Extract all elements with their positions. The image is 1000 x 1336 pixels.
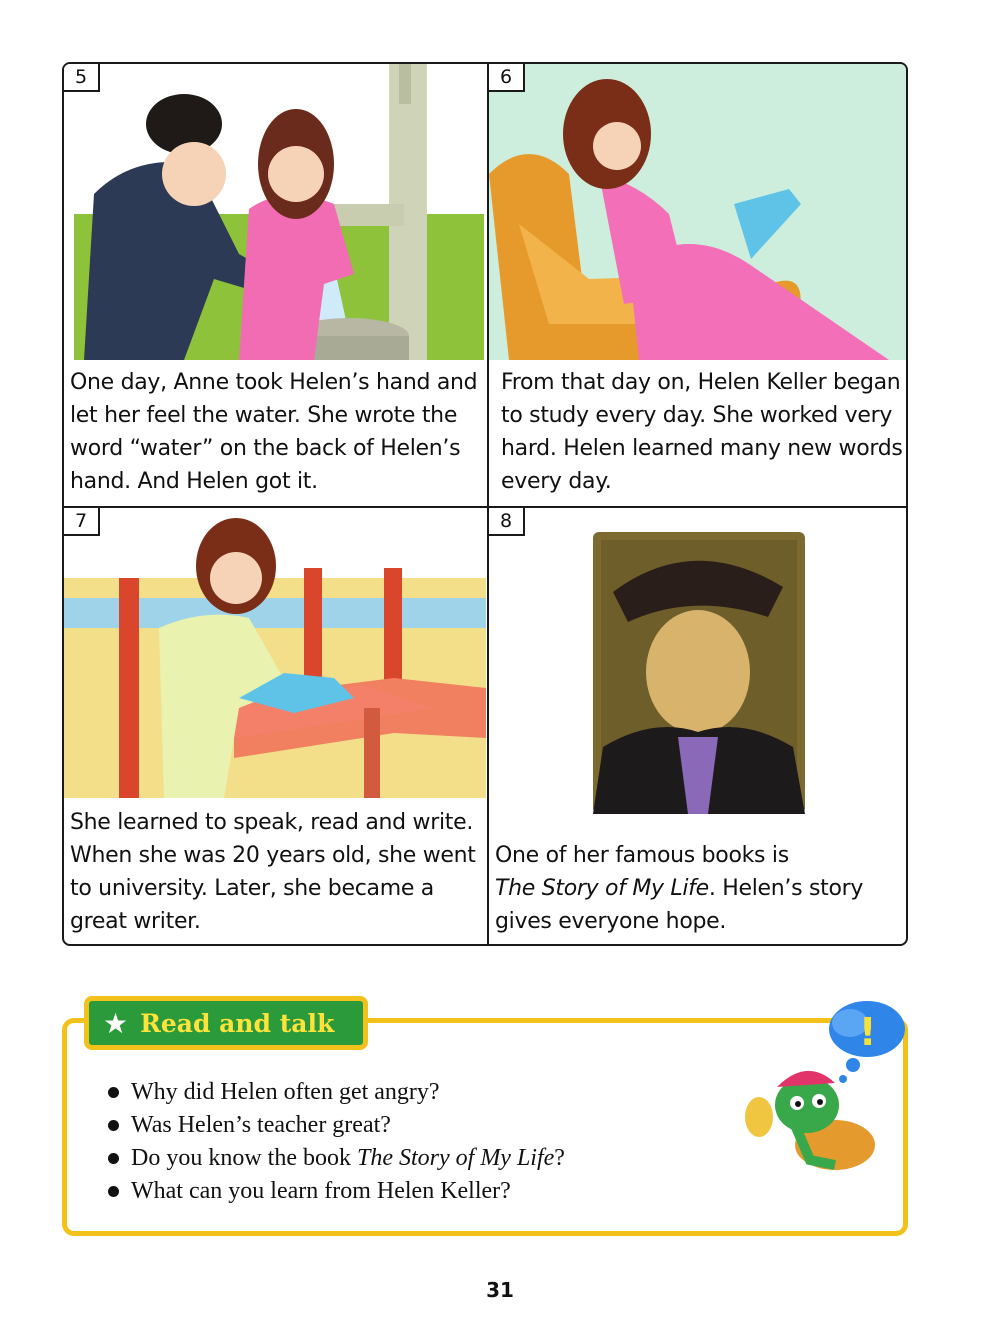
bullet-icon — [108, 1186, 119, 1197]
turtle-mascot-illustration — [735, 995, 910, 1170]
portrait-helen-keller — [593, 532, 805, 814]
text-line: great writer. — [70, 909, 201, 934]
panel-number: 5 — [64, 64, 100, 92]
text-line: to university. Later, she became a — [70, 876, 434, 901]
illustration-water-pump — [64, 64, 486, 360]
text-line: word “water” on the back of Helen’s — [70, 436, 461, 461]
text-line: gives everyone hope. — [495, 909, 727, 934]
panel-number: 8 — [489, 508, 525, 536]
comic-grid — [62, 62, 908, 946]
section-title: Read and talk — [140, 1008, 335, 1038]
panel-8 — [489, 508, 908, 946]
list-item — [108, 1109, 565, 1142]
book-title: The Story of My Life — [495, 876, 709, 901]
list-item — [108, 1142, 565, 1175]
panel-number: 7 — [64, 508, 100, 536]
text-line: One of her famous books is — [495, 843, 789, 868]
bullet-icon — [108, 1120, 119, 1131]
read-and-talk-tag — [84, 996, 368, 1050]
list-item — [108, 1175, 565, 1208]
panel-text — [70, 366, 477, 498]
panel-text — [495, 839, 863, 938]
panel-7 — [64, 508, 486, 946]
text-line: She learned to speak, read and write. — [70, 810, 474, 835]
text-line — [495, 872, 863, 905]
question-text: What can you learn from Helen Keller? — [131, 1178, 511, 1204]
list-item — [108, 1076, 565, 1109]
panel-text — [70, 806, 476, 938]
book-title: The Story of My Life — [356, 1145, 555, 1171]
svg-text:!: ! — [859, 1010, 877, 1054]
question-text: Why did Helen often get angry? — [131, 1079, 440, 1105]
text-line: From that day on, Helen Keller began — [501, 370, 901, 395]
page-number: 31 — [486, 1278, 514, 1302]
question-text: Do you know the book — [131, 1145, 357, 1171]
illustration-reading-chair — [489, 64, 908, 360]
bullet-icon — [108, 1153, 119, 1164]
panel-6 — [489, 64, 908, 505]
star-icon: ★ — [103, 1006, 129, 1040]
text-line: hard. Helen learned many new words — [501, 436, 903, 461]
text-line: let her feel the water. She wrote the — [70, 403, 458, 428]
question-text: ? — [554, 1145, 565, 1171]
panel-5 — [64, 64, 486, 505]
text-fragment: . Helen’s story — [708, 876, 864, 901]
bullet-icon — [108, 1087, 119, 1098]
question-list — [108, 1076, 565, 1208]
text-line: to study every day. She worked very — [501, 403, 893, 428]
panel-text — [501, 366, 903, 498]
text-line: every day. — [501, 469, 612, 494]
text-line: hand. And Helen got it. — [70, 469, 318, 494]
text-line: One day, Anne took Helen’s hand and — [70, 370, 478, 395]
text-line: When she was 20 years old, she went — [70, 843, 476, 868]
illustration-desk-reading — [64, 508, 486, 798]
question-text: Was Helen’s teacher great? — [131, 1112, 391, 1138]
panel-number: 6 — [489, 64, 525, 92]
